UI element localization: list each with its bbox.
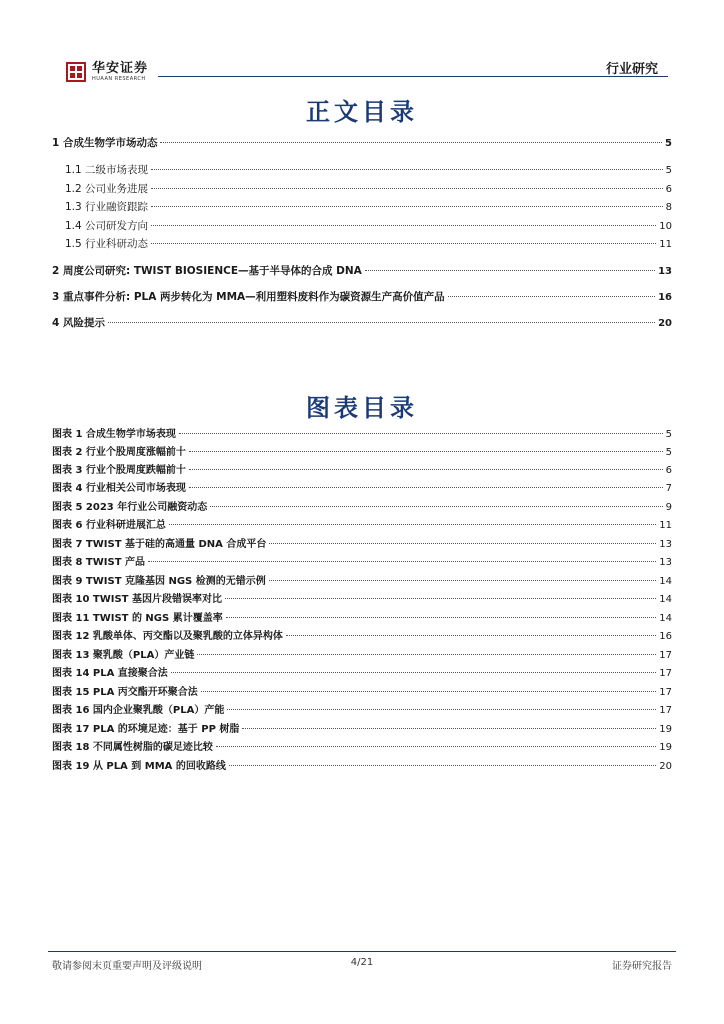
figures-title: 图表目录 xyxy=(306,393,418,422)
figure-entry[interactable]: 图表 5 2023 年行业公司融资动态 9 xyxy=(52,502,672,513)
figure-entry[interactable]: 图表 11 TWIST 的 NGS 累计覆盖率 14 xyxy=(52,613,672,624)
footer-disclaimer: 敬请参阅末页重要声明及评级说明 xyxy=(52,961,202,972)
figure-entry[interactable]: 图表 8 TWIST 产品 13 xyxy=(52,557,672,568)
figure-entry[interactable]: 图表 9 TWIST 克隆基因 NGS 检测的无错示例 14 xyxy=(52,576,672,587)
logo-english-name: HUAAN RESEARCH xyxy=(92,76,146,82)
toc-entry[interactable]: 2 周度公司研究: TWIST BIOSIENCE—基于半导体的合成 DNA 13 xyxy=(52,265,672,277)
header-divider xyxy=(158,76,668,77)
toc-entry[interactable]: 1.3 行业融资跟踪 8 xyxy=(65,201,672,213)
page-number: 4/21 xyxy=(350,957,374,968)
figure-entry[interactable]: 图表 3 行业个股周度跌幅前十 6 xyxy=(52,465,672,476)
company-logo xyxy=(66,62,148,82)
footer-report-type: 证券研究报告 xyxy=(612,961,672,972)
toc-entry[interactable]: 1.1 二级市场表现 5 xyxy=(65,164,672,176)
figure-entry[interactable]: 图表 6 行业科研进展汇总 11 xyxy=(52,520,672,531)
toc-title: 正文目录 xyxy=(306,97,418,126)
toc-entry[interactable]: 1.2 公司业务进展 6 xyxy=(65,183,672,195)
figure-entry[interactable]: 图表 10 TWIST 基因片段错误率对比 14 xyxy=(52,594,672,605)
toc-entry[interactable]: 1.4 公司研发方向 10 xyxy=(65,220,672,232)
toc-entry[interactable]: 3 重点事件分析: PLA 两步转化为 MMA—利用塑料废料作为碳资源生产高价值产品 16 xyxy=(52,291,672,303)
figure-entry[interactable]: 图表 1 合成生物学市场表现 5 xyxy=(52,429,672,440)
report-category: 行业研究 xyxy=(605,62,658,77)
figure-entry[interactable]: 图表 15 PLA 丙交酯开环聚合法 17 xyxy=(52,687,672,698)
footer-divider xyxy=(48,951,676,952)
figure-entry[interactable]: 图表 16 国内企业聚乳酸（PLA）产能 17 xyxy=(52,705,672,716)
page-header xyxy=(0,0,724,90)
figure-entry[interactable]: 图表 13 聚乳酸（PLA）产业链 17 xyxy=(52,650,672,661)
figure-entry[interactable]: 图表 14 PLA 直接聚合法 17 xyxy=(52,668,672,679)
figure-entry[interactable]: 图表 2 行业个股周度涨幅前十 5 xyxy=(52,447,672,458)
figure-entry[interactable]: 图表 12 乳酸单体、丙交酯以及聚乳酸的立体异构体 16 xyxy=(52,631,672,642)
toc-entry[interactable]: 1 合成生物学市场动态 5 xyxy=(52,137,672,149)
figure-entry[interactable]: 图表 17 PLA 的环境足迹：基于 PP 树脂 19 xyxy=(52,724,672,735)
figure-entry[interactable]: 图表 18 不同属性树脂的碳足迹比较 19 xyxy=(52,742,672,753)
figure-entry[interactable]: 图表 19 从 PLA 到 MMA 的回收路线 20 xyxy=(52,761,672,772)
figure-entry[interactable]: 图表 7 TWIST 基于硅的高通量 DNA 合成平台 13 xyxy=(52,539,672,550)
logo-seal-icon xyxy=(66,62,86,82)
figure-entry[interactable]: 图表 4 行业相关公司市场表现 7 xyxy=(52,483,672,494)
toc-entry[interactable]: 4 风险提示 20 xyxy=(52,317,672,329)
logo-name: 华安证券 xyxy=(92,61,149,76)
toc-entry[interactable]: 1.5 行业科研动态 11 xyxy=(65,238,672,250)
